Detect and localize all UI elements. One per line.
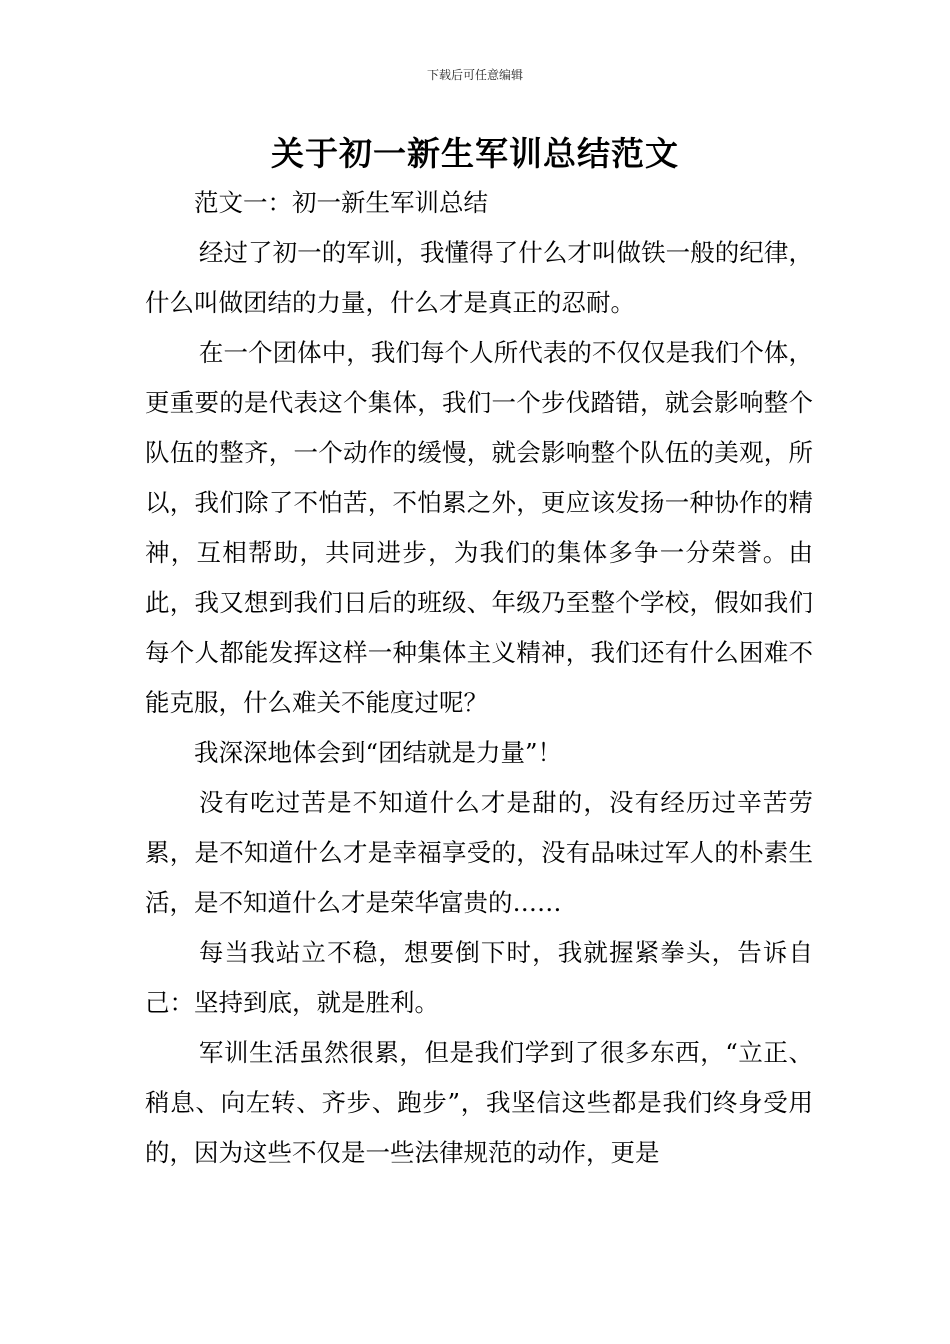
- section-subheading: 范文一：初一新生军训总结: [194, 188, 488, 217]
- paragraph: 军训生活虽然很累，但是我们学到了很多东西，“立正、稍息、向左转、齐步、跑步”，我坚信这些都是我们终身受用的，因为这些不仅是一些法律规范的动作，更是: [145, 1038, 813, 1167]
- paragraph: 没有吃过苦是不知道什么才是甜的，没有经历过辛苦劳累，是不知道什么才是幸福享受的，没有品味过军人的朴素生活，是不知道什么才是荣华富贵的……: [145, 788, 813, 917]
- paragraph: 在一个团体中，我们每个人所代表的不仅仅是我们个体，更重要的是代表这个集体，我们一个步伐踏错，就会影响整个队伍的整齐，一个动作的缓慢，就会影响整个队伍的美观，所以，我们除了不怕苦，不怕累之外，更应该发扬一种协作的精神，互相帮助，共同进步，为我们的集体多争一分荣誉。由此，我又想到我们日后的班级、年级乃至整个学校，假如我们每个人都能发挥这样一种集体主义精神，我们还有什么困难不能克服，什么难关不能度过呢？: [145, 338, 813, 717]
- document-title: 关于初一新生军训总结范文: [271, 134, 679, 173]
- header-note: 下载后可任意编辑: [426, 68, 523, 82]
- paragraph: 经过了初一的军训，我懂得了什么才叫做铁一般的纪律，什么叫做团结的力量，什么才是真正的忍耐。: [145, 238, 813, 317]
- paragraph: 我深深地体会到“团结就是力量”！: [194, 738, 563, 767]
- document-body: [145, 178, 813, 1178]
- paragraph: 每当我站立不稳，想要倒下时，我就握紧拳头，告诉自己：坚持到底，就是胜利。: [145, 938, 813, 1017]
